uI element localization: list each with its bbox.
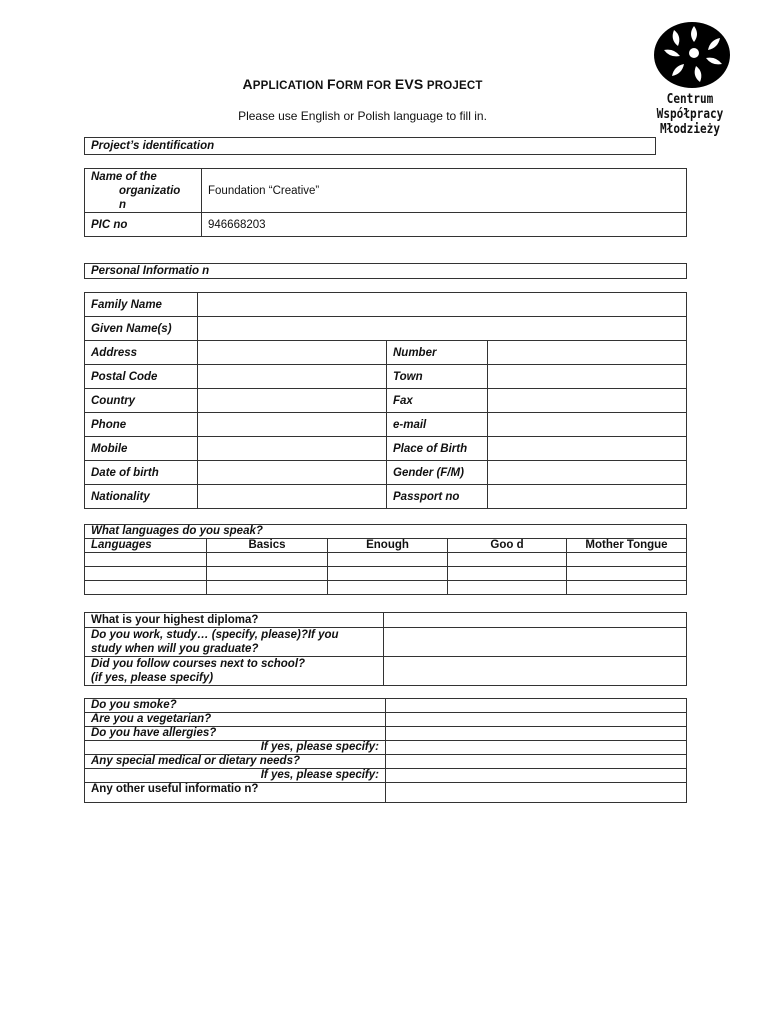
postal-code-field[interactable]: [198, 365, 387, 389]
languages-header: Languages: [85, 539, 207, 553]
address-field[interactable]: [198, 341, 387, 365]
medical-needs-field[interactable]: [386, 755, 687, 769]
allergies-label: Do you have allergies?: [85, 727, 386, 741]
logo-line-1: Centrum: [666, 91, 714, 107]
enough-cell[interactable]: [328, 567, 448, 581]
country-field[interactable]: [198, 389, 387, 413]
mother-tongue-cell[interactable]: [567, 553, 687, 567]
enough-cell[interactable]: [328, 581, 448, 595]
gender-label: Gender (F/M): [387, 461, 488, 485]
highest-diploma-label: What is your highest diploma?: [85, 613, 384, 628]
enough-cell[interactable]: [328, 553, 448, 567]
mobile-field[interactable]: [198, 437, 387, 461]
address-label: Address: [85, 341, 198, 365]
good-cell[interactable]: [448, 553, 567, 567]
passport-field[interactable]: [488, 485, 687, 509]
family-name-field[interactable]: [198, 293, 687, 317]
town-field[interactable]: [488, 365, 687, 389]
pic-label: PIC no: [85, 213, 202, 237]
fax-label: Fax: [387, 389, 488, 413]
good-cell[interactable]: [448, 567, 567, 581]
languages-question: What languages do you speak?: [85, 525, 687, 539]
org-label: Name of the organizatio n: [85, 169, 202, 213]
org-value[interactable]: Foundation “Creative”: [202, 169, 687, 213]
fax-field[interactable]: [488, 389, 687, 413]
phone-field[interactable]: [198, 413, 387, 437]
date-of-birth-label: Date of birth: [85, 461, 198, 485]
enough-header: Enough: [328, 539, 448, 553]
good-header: Goo d: [448, 539, 567, 553]
number-field[interactable]: [488, 341, 687, 365]
given-names-label: Given Name(s): [85, 317, 198, 341]
country-label: Country: [85, 389, 198, 413]
nationality-label: Nationality: [85, 485, 198, 509]
page-title: APPLICATION FORM FOR EVS PROJECT: [242, 76, 483, 92]
date-of-birth-field[interactable]: [198, 461, 387, 485]
language-cell[interactable]: [85, 553, 207, 567]
vegetarian-field[interactable]: [386, 713, 687, 727]
email-field[interactable]: [488, 413, 687, 437]
place-of-birth-field[interactable]: [488, 437, 687, 461]
logo-line-3: Młodzieży: [660, 121, 720, 137]
family-name-label: Family Name: [85, 293, 198, 317]
work-study-label: Do you work, study… (specify, please)?If you study when will you graduate?: [85, 628, 384, 657]
courses-label: Did you follow courses next to school? (if yes, please specify): [85, 657, 384, 686]
logo-line-2: Współpracy: [656, 106, 724, 122]
postal-code-label: Postal Code: [85, 365, 198, 389]
place-of-birth-label: Place of Birth: [387, 437, 488, 461]
email-label: e-mail: [387, 413, 488, 437]
allergies-specify-field[interactable]: [386, 741, 687, 755]
health-table: [84, 698, 687, 803]
allergies-specify-label: If yes, please specify:: [85, 741, 386, 755]
project-table: [84, 168, 687, 237]
given-names-field[interactable]: [198, 317, 687, 341]
education-table: [84, 612, 687, 686]
language-cell[interactable]: [85, 567, 207, 581]
basics-cell[interactable]: [207, 567, 328, 581]
page-subtitle: Please use English or Polish language to fill in.: [238, 109, 487, 123]
mother-tongue-header: Mother Tongue: [567, 539, 687, 553]
work-study-field[interactable]: [384, 628, 687, 657]
languages-table: [84, 524, 687, 595]
other-info-field[interactable]: [386, 783, 687, 803]
nationality-field[interactable]: [198, 485, 387, 509]
basics-cell[interactable]: [207, 553, 328, 567]
town-label: Town: [387, 365, 488, 389]
highest-diploma-field[interactable]: [384, 613, 687, 628]
phone-label: Phone: [85, 413, 198, 437]
table-row: [85, 567, 687, 581]
courses-field[interactable]: [384, 657, 687, 686]
mother-tongue-cell[interactable]: [567, 567, 687, 581]
vegetarian-label: Are you a vegetarian?: [85, 713, 386, 727]
pic-value[interactable]: 946668203: [202, 213, 687, 237]
medical-specify-field[interactable]: [386, 769, 687, 783]
language-cell[interactable]: [85, 581, 207, 595]
smoke-label: Do you smoke?: [85, 699, 386, 713]
number-label: Number: [387, 341, 488, 365]
basics-header: Basics: [207, 539, 328, 553]
medical-needs-label: Any special medical or dietary needs?: [85, 755, 386, 769]
smoke-field[interactable]: [386, 699, 687, 713]
passport-label: Passport no: [387, 485, 488, 509]
table-row: [85, 553, 687, 567]
good-cell[interactable]: [448, 581, 567, 595]
personal-table: [84, 292, 687, 509]
other-info-label: Any other useful informatio n?: [85, 783, 386, 803]
gender-field[interactable]: [488, 461, 687, 485]
personal-section-header: Personal Informatio n: [84, 263, 687, 279]
project-section-header: Project’s identification: [84, 137, 656, 155]
table-row: [85, 581, 687, 595]
mobile-label: Mobile: [85, 437, 198, 461]
basics-cell[interactable]: [207, 581, 328, 595]
allergies-field[interactable]: [386, 727, 687, 741]
mother-tongue-cell[interactable]: [567, 581, 687, 595]
medical-specify-label: If yes, please specify:: [85, 769, 386, 783]
